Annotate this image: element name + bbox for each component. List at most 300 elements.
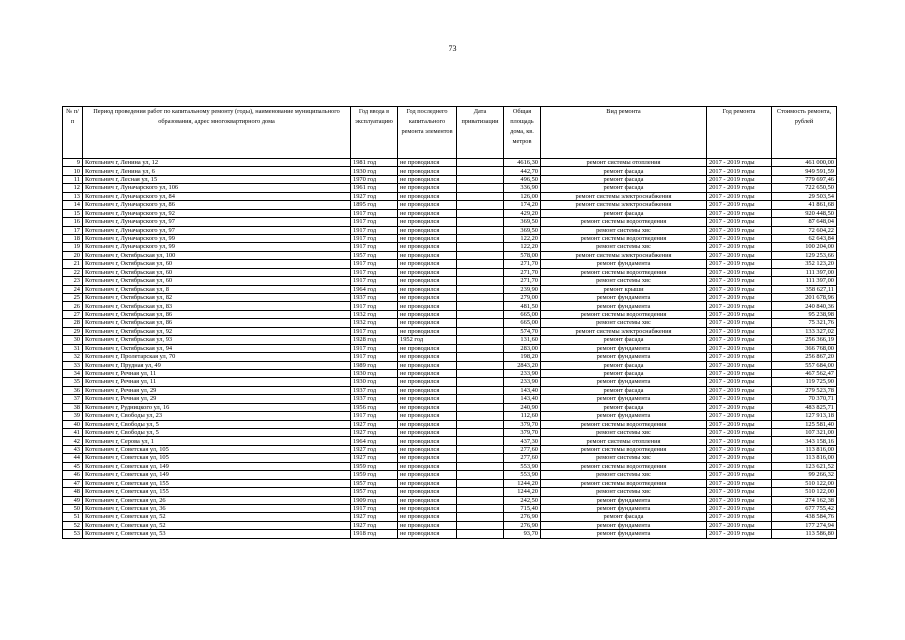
cell-area: 131,60	[504, 336, 541, 344]
cell-privatization	[457, 218, 504, 226]
cell-repair-year: 2017 - 2019 годы	[707, 378, 772, 386]
cell-address: Котельнич г, Советская ул, 149	[83, 471, 351, 479]
cell-last-repair: не проводился	[398, 310, 457, 318]
cell-last-repair: не проводился	[398, 479, 457, 487]
cell-year-built: 1937 год	[351, 294, 398, 302]
cell-privatization	[457, 513, 504, 521]
table-row	[63, 277, 837, 285]
cell-repair-year: 2017 - 2019 годы	[707, 260, 772, 268]
cell-num: 37	[63, 395, 83, 403]
header-repair-year: Год ремонта	[707, 107, 772, 159]
cell-repair-type: ремонт системы электроснабжения	[541, 251, 707, 259]
cell-area: 271,70	[504, 260, 541, 268]
cell-year-built: 1927 год	[351, 420, 398, 428]
cell-cost: 256 366,19	[772, 336, 837, 344]
cell-year-built: 1930 год	[351, 378, 398, 386]
cell-repair-type: ремонт системы хвс	[541, 319, 707, 327]
cell-address: Котельнич г, Октябрьская ул, 93	[83, 336, 351, 344]
cell-num: 15	[63, 209, 83, 217]
cell-num: 43	[63, 445, 83, 453]
cell-num: 16	[63, 218, 83, 226]
cell-repair-type: ремонт системы водоотведения	[541, 234, 707, 242]
cell-area: 242,50	[504, 496, 541, 504]
cell-area: 271,70	[504, 277, 541, 285]
cell-last-repair: не проводился	[398, 437, 457, 445]
cell-area: 271,70	[504, 268, 541, 276]
cell-address: Котельнич г, Октябрьская ул, 86	[83, 319, 351, 327]
cell-repair-year: 2017 - 2019 годы	[707, 420, 772, 428]
cell-address: Котельнич г, Октябрьская ул, 60	[83, 268, 351, 276]
cell-year-built: 1959 год	[351, 462, 398, 470]
cell-num: 38	[63, 403, 83, 411]
cell-num: 19	[63, 243, 83, 251]
cell-privatization	[457, 521, 504, 529]
cell-repair-type: ремонт фасада	[541, 403, 707, 411]
cell-last-repair: не проводился	[398, 403, 457, 411]
cell-address: Котельнич г, Советская ул, 105	[83, 445, 351, 453]
cell-last-repair: не проводился	[398, 201, 457, 209]
cell-repair-year: 2017 - 2019 годы	[707, 226, 772, 234]
cell-repair-year: 2017 - 2019 годы	[707, 429, 772, 437]
cell-privatization	[457, 344, 504, 352]
cell-privatization	[457, 302, 504, 310]
cell-address: Котельнич г, Речная ул, 11	[83, 369, 351, 377]
cell-year-built: 1932 год	[351, 319, 398, 327]
cell-repair-year: 2017 - 2019 годы	[707, 209, 772, 217]
cell-address: Котельнич г, Луначарского ул, 86	[83, 201, 351, 209]
cell-address: Котельнич г, Луначарского ул, 97	[83, 218, 351, 226]
cell-year-built: 1927 год	[351, 429, 398, 437]
cell-num: 49	[63, 496, 83, 504]
cell-last-repair: не проводился	[398, 361, 457, 369]
cell-privatization	[457, 403, 504, 411]
cell-repair-year: 2017 - 2019 годы	[707, 192, 772, 200]
cell-repair-type: ремонт фундамента	[541, 412, 707, 420]
table-row	[63, 336, 837, 344]
cell-address: Котельнич г, Октябрьская ул, 8	[83, 285, 351, 293]
cell-repair-type: ремонт системы водоотведения	[541, 462, 707, 470]
cell-cost: 510 122,00	[772, 479, 837, 487]
cell-cost: 75 321,76	[772, 319, 837, 327]
cell-cost: 41 861,68	[772, 201, 837, 209]
table-row	[63, 218, 837, 226]
cell-area: 379,70	[504, 429, 541, 437]
cell-repair-year: 2017 - 2019 годы	[707, 302, 772, 310]
cell-privatization	[457, 310, 504, 318]
cell-cost: 113 586,80	[772, 530, 837, 538]
cell-last-repair: не проводился	[398, 530, 457, 538]
cell-repair-type: ремонт системы водоотведения	[541, 218, 707, 226]
table-row	[63, 344, 837, 352]
cell-area: 442,70	[504, 167, 541, 175]
cell-repair-year: 2017 - 2019 годы	[707, 285, 772, 293]
header-cost: Стоимость ремонта, рублей	[772, 107, 837, 159]
cell-privatization	[457, 369, 504, 377]
cell-repair-type: ремонт фасада	[541, 167, 707, 175]
table-row	[63, 386, 837, 394]
cell-repair-type: ремонт системы отопления	[541, 159, 707, 167]
cell-address: Котельнич г, Советская ул, 155	[83, 479, 351, 487]
cell-year-built: 1927 год	[351, 521, 398, 529]
cell-cost: 99 266,32	[772, 471, 837, 479]
cell-repair-type: ремонт фундамента	[541, 530, 707, 538]
cell-cost: 677 755,42	[772, 504, 837, 512]
cell-last-repair: не проводился	[398, 243, 457, 251]
cell-privatization	[457, 471, 504, 479]
cell-address: Котельнич г, Советская ул, 52	[83, 513, 351, 521]
cell-num: 52	[63, 521, 83, 529]
cell-area: 574,70	[504, 327, 541, 335]
cell-privatization	[457, 445, 504, 453]
cell-cost: 510 122,00	[772, 488, 837, 496]
cell-cost: 70 370,71	[772, 395, 837, 403]
cell-repair-year: 2017 - 2019 годы	[707, 310, 772, 318]
cell-area: 553,90	[504, 471, 541, 479]
cell-last-repair: не проводился	[398, 488, 457, 496]
cell-cost: 95 238,98	[772, 310, 837, 318]
cell-year-built: 1895 год	[351, 201, 398, 209]
cell-last-repair: не проводился	[398, 412, 457, 420]
cell-cost: 343 158,16	[772, 437, 837, 445]
cell-last-repair: не проводился	[398, 234, 457, 242]
table-row	[63, 496, 837, 504]
cell-address: Котельнич г, Ленина ул, 6	[83, 167, 351, 175]
cell-year-built: 1917 год	[351, 327, 398, 335]
cell-num: 45	[63, 462, 83, 470]
cell-year-built: 1927 год	[351, 454, 398, 462]
cell-cost: 201 678,96	[772, 294, 837, 302]
cell-last-repair: не проводился	[398, 167, 457, 175]
table-row	[63, 479, 837, 487]
cell-repair-type: ремонт фундамента	[541, 353, 707, 361]
table-row	[63, 471, 837, 479]
cell-privatization	[457, 488, 504, 496]
cell-last-repair: не проводился	[398, 344, 457, 352]
header-area: Общая площадь дома, кв. метров	[504, 107, 541, 159]
cell-cost: 949 591,59	[772, 167, 837, 175]
cell-repair-type: ремонт системы водоотведения	[541, 420, 707, 428]
cell-repair-year: 2017 - 2019 годы	[707, 454, 772, 462]
cell-cost: 366 768,00	[772, 344, 837, 352]
cell-repair-year: 2017 - 2019 годы	[707, 344, 772, 352]
cell-address: Котельнич г, Ленина ул, 12	[83, 159, 351, 167]
cell-privatization	[457, 361, 504, 369]
cell-area: 198,20	[504, 353, 541, 361]
cell-area: 277,60	[504, 445, 541, 453]
cell-repair-year: 2017 - 2019 годы	[707, 294, 772, 302]
table-header	[63, 107, 837, 159]
cell-last-repair: не проводился	[398, 420, 457, 428]
cell-year-built: 1932 год	[351, 310, 398, 318]
table-row	[63, 319, 837, 327]
cell-repair-type: ремонт фундамента	[541, 504, 707, 512]
table-row	[63, 234, 837, 242]
cell-address: Котельнич г, Серова ул, 1	[83, 437, 351, 445]
cell-cost: 352 123,20	[772, 260, 837, 268]
cell-area: 578,00	[504, 251, 541, 259]
cell-privatization	[457, 504, 504, 512]
table-row	[63, 251, 837, 259]
cell-repair-type: ремонт системы хвс	[541, 277, 707, 285]
cell-num: 36	[63, 386, 83, 394]
cell-last-repair: не проводился	[398, 268, 457, 276]
cell-cost: 133 327,02	[772, 327, 837, 335]
cell-cost: 119 725,90	[772, 378, 837, 386]
cell-privatization	[457, 479, 504, 487]
cell-year-built: 1917 год	[351, 268, 398, 276]
cell-last-repair: не проводился	[398, 302, 457, 310]
cell-repair-year: 2017 - 2019 годы	[707, 268, 772, 276]
cell-year-built: 1917 год	[351, 234, 398, 242]
cell-repair-type: ремонт фасада	[541, 386, 707, 394]
cell-privatization	[457, 277, 504, 285]
cell-repair-year: 2017 - 2019 годы	[707, 521, 772, 529]
cell-area: 665,00	[504, 319, 541, 327]
cell-privatization	[457, 437, 504, 445]
cell-privatization	[457, 175, 504, 183]
table-row	[63, 369, 837, 377]
cell-repair-year: 2017 - 2019 годы	[707, 412, 772, 420]
table-row	[63, 353, 837, 361]
cell-repair-year: 2017 - 2019 годы	[707, 488, 772, 496]
cell-address: Котельнич г, Речная ул, 29	[83, 386, 351, 394]
cell-repair-year: 2017 - 2019 годы	[707, 496, 772, 504]
cell-privatization	[457, 336, 504, 344]
cell-privatization	[457, 285, 504, 293]
cell-last-repair: не проводился	[398, 513, 457, 521]
cell-cost: 483 825,71	[772, 403, 837, 411]
cell-area: 429,20	[504, 209, 541, 217]
cell-address: Котельнич г, Советская ул, 155	[83, 488, 351, 496]
table-row	[63, 420, 837, 428]
cell-year-built: 1957 год	[351, 251, 398, 259]
cell-area: 174,20	[504, 201, 541, 209]
cell-area: 233,90	[504, 378, 541, 386]
cell-repair-type: ремонт фундамента	[541, 260, 707, 268]
cell-address: Котельнич г, Октябрьская ул, 92	[83, 327, 351, 335]
cell-last-repair: не проводился	[398, 386, 457, 394]
cell-repair-type: ремонт системы хвс	[541, 454, 707, 462]
cell-cost: 177 274,94	[772, 521, 837, 529]
cell-address: Котельнич г, Октябрьская ул, 82	[83, 294, 351, 302]
cell-cost: 920 448,50	[772, 209, 837, 217]
cell-area: 283,00	[504, 344, 541, 352]
cell-area: 369,50	[504, 218, 541, 226]
table-row	[63, 530, 837, 538]
cell-cost: 279 523,78	[772, 386, 837, 394]
cell-cost: 274 162,38	[772, 496, 837, 504]
cell-num: 51	[63, 513, 83, 521]
cell-address: Котельнич г, Речная ул, 11	[83, 378, 351, 386]
cell-repair-year: 2017 - 2019 годы	[707, 243, 772, 251]
cell-address: Котельнич г, Советская ул, 52	[83, 521, 351, 529]
cell-cost: 461 000,00	[772, 159, 837, 167]
cell-repair-year: 2017 - 2019 годы	[707, 218, 772, 226]
cell-num: 48	[63, 488, 83, 496]
cell-address: Котельнич г, Луначарского ул, 97	[83, 226, 351, 234]
cell-address: Котельнич г, Свободы ул, 23	[83, 412, 351, 420]
cell-last-repair: не проводился	[398, 277, 457, 285]
cell-year-built: 1957 год	[351, 488, 398, 496]
cell-cost: 111 397,00	[772, 268, 837, 276]
cell-year-built: 1917 год	[351, 260, 398, 268]
cell-num: 21	[63, 260, 83, 268]
cell-cost: 113 816,00	[772, 445, 837, 453]
cell-last-repair: не проводился	[398, 319, 457, 327]
cell-last-repair: не проводился	[398, 159, 457, 167]
cell-repair-type: ремонт фасада	[541, 513, 707, 521]
cell-cost: 127 913,18	[772, 412, 837, 420]
cell-repair-type: ремонт системы электроснабжения	[541, 327, 707, 335]
cell-repair-year: 2017 - 2019 годы	[707, 234, 772, 242]
cell-area: 112,60	[504, 412, 541, 420]
cell-repair-year: 2017 - 2019 годы	[707, 504, 772, 512]
cell-year-built: 1927 год	[351, 445, 398, 453]
cell-last-repair: не проводился	[398, 395, 457, 403]
cell-year-built: 1981 год	[351, 159, 398, 167]
cell-repair-type: ремонт системы хвс	[541, 429, 707, 437]
table-row	[63, 209, 837, 217]
cell-area: 122,20	[504, 234, 541, 242]
cell-num: 27	[63, 310, 83, 318]
cell-area: 336,90	[504, 184, 541, 192]
cell-privatization	[457, 496, 504, 504]
cell-address: Котельнич г, Рудницкого ул, 16	[83, 403, 351, 411]
cell-year-built: 1927 год	[351, 192, 398, 200]
cell-cost: 125 581,40	[772, 420, 837, 428]
cell-last-repair: не проводился	[398, 369, 457, 377]
cell-area: 553,90	[504, 462, 541, 470]
table-row	[63, 302, 837, 310]
cell-area: 665,00	[504, 310, 541, 318]
cell-area: 126,00	[504, 192, 541, 200]
cell-repair-year: 2017 - 2019 годы	[707, 319, 772, 327]
cell-repair-year: 2017 - 2019 годы	[707, 184, 772, 192]
header-year-built: Год ввода в эксплуатацию	[351, 107, 398, 159]
cell-year-built: 1917 год	[351, 218, 398, 226]
table-row	[63, 429, 837, 437]
cell-privatization	[457, 201, 504, 209]
cell-repair-type: ремонт фундамента	[541, 344, 707, 352]
cell-privatization	[457, 192, 504, 200]
cell-area: 4616,30	[504, 159, 541, 167]
cell-repair-type: ремонт фасада	[541, 336, 707, 344]
cell-cost: 113 816,00	[772, 454, 837, 462]
cell-area: 239,90	[504, 285, 541, 293]
cell-address: Котельнич г, Советская ул, 26	[83, 496, 351, 504]
cell-repair-type: ремонт системы водоотведения	[541, 310, 707, 318]
cell-privatization	[457, 462, 504, 470]
table-row	[63, 327, 837, 335]
table-row	[63, 192, 837, 200]
cell-repair-year: 2017 - 2019 годы	[707, 327, 772, 335]
cell-area: 2843,20	[504, 361, 541, 369]
table-row	[63, 268, 837, 276]
cell-repair-year: 2017 - 2019 годы	[707, 201, 772, 209]
cell-address: Котельнич г, Советская ул, 105	[83, 454, 351, 462]
cell-repair-type: ремонт системы отопления	[541, 437, 707, 445]
cell-last-repair: не проводился	[398, 209, 457, 217]
cell-privatization	[457, 260, 504, 268]
cell-repair-type: ремонт системы водоотведения	[541, 268, 707, 276]
cell-repair-year: 2017 - 2019 годы	[707, 403, 772, 411]
table-row	[63, 403, 837, 411]
cell-num: 20	[63, 251, 83, 259]
cell-repair-type: ремонт системы водоотведения	[541, 479, 707, 487]
table-row	[63, 201, 837, 209]
cell-repair-year: 2017 - 2019 годы	[707, 395, 772, 403]
cell-year-built: 1917 год	[351, 277, 398, 285]
cell-num: 14	[63, 201, 83, 209]
cell-num: 13	[63, 192, 83, 200]
table-row	[63, 521, 837, 529]
cell-repair-type: ремонт фундамента	[541, 378, 707, 386]
cell-repair-type: ремонт фундамента	[541, 521, 707, 529]
cell-address: Котельнич г, Октябрьская ул, 60	[83, 260, 351, 268]
cell-last-repair: не проводился	[398, 260, 457, 268]
cell-privatization	[457, 234, 504, 242]
cell-area: 481,50	[504, 302, 541, 310]
cell-privatization	[457, 429, 504, 437]
cell-year-built: 1989 год	[351, 361, 398, 369]
cell-address: Котельнич г, Лесная ул, 15	[83, 175, 351, 183]
cell-repair-type: ремонт системы электроснабжения	[541, 192, 707, 200]
cell-repair-type: ремонт системы хвс	[541, 488, 707, 496]
cell-year-built: 1918 год	[351, 530, 398, 538]
cell-repair-year: 2017 - 2019 годы	[707, 369, 772, 377]
cell-num: 34	[63, 369, 83, 377]
cell-num: 35	[63, 378, 83, 386]
cell-num: 22	[63, 268, 83, 276]
cell-privatization	[457, 412, 504, 420]
cell-last-repair: 1952 год	[398, 336, 457, 344]
table-row	[63, 310, 837, 318]
cell-last-repair: не проводился	[398, 496, 457, 504]
cell-last-repair: не проводился	[398, 521, 457, 529]
table-row	[63, 395, 837, 403]
cell-last-repair: не проводился	[398, 285, 457, 293]
cell-repair-type: ремонт фундамента	[541, 302, 707, 310]
cell-num: 9	[63, 159, 83, 167]
cell-cost: 438 584,76	[772, 513, 837, 521]
cell-privatization	[457, 395, 504, 403]
cell-repair-type: ремонт системы водоотведения	[541, 445, 707, 453]
cell-address: Котельнич г, Октябрьская ул, 100	[83, 251, 351, 259]
table-row	[63, 361, 837, 369]
cell-year-built: 1917 год	[351, 302, 398, 310]
cell-num: 40	[63, 420, 83, 428]
cell-privatization	[457, 251, 504, 259]
cell-num: 29	[63, 327, 83, 335]
cell-address: Котельнич г, Октябрьская ул, 83	[83, 302, 351, 310]
cell-repair-type: ремонт фундамента	[541, 294, 707, 302]
cell-num: 44	[63, 454, 83, 462]
cell-year-built: 1964 год	[351, 285, 398, 293]
cell-last-repair: не проводился	[398, 353, 457, 361]
cell-repair-year: 2017 - 2019 годы	[707, 462, 772, 470]
cell-last-repair: не проводился	[398, 218, 457, 226]
cell-address: Котельнич г, Луначарского ул, 99	[83, 243, 351, 251]
cell-address: Котельнич г, Свободы ул, 5	[83, 429, 351, 437]
cell-repair-type: ремонт фундамента	[541, 395, 707, 403]
cell-repair-year: 2017 - 2019 годы	[707, 175, 772, 183]
header-repair-type: Вид ремонта	[541, 107, 707, 159]
cell-cost: 87 648,04	[772, 218, 837, 226]
cell-address: Котельнич г, Октябрьская ул, 94	[83, 344, 351, 352]
cell-privatization	[457, 353, 504, 361]
cell-year-built: 1937 год	[351, 395, 398, 403]
cell-year-built: 1930 год	[351, 369, 398, 377]
